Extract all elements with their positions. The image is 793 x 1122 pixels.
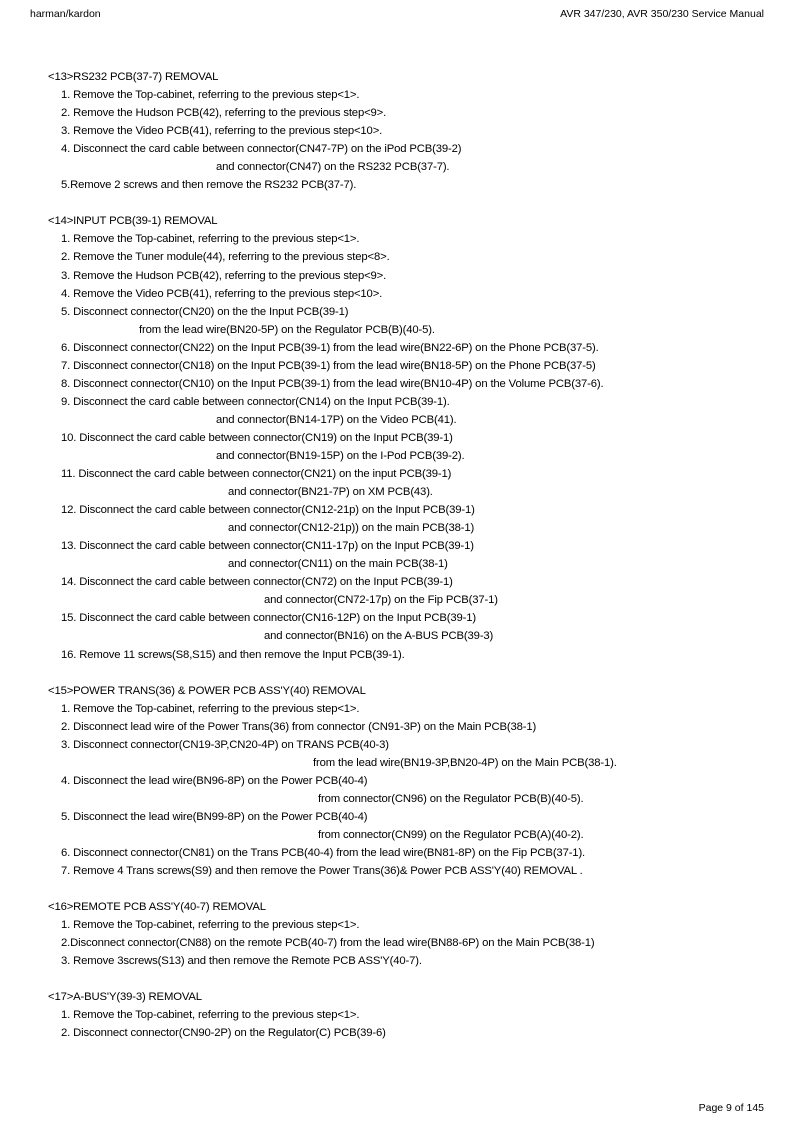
step-continuation: from connector(CN96) on the Regulator PCB(B)(40-5). (318, 792, 584, 805)
step-continuation: from connector(CN99) on the Regulator PCB(A)(40-2). (318, 828, 584, 841)
step-line: 6. Disconnect connector(CN81) on the Trans PCB(40-4) from the lead wire(BN81-8P) on the Fip PCB(37-1). (61, 847, 586, 860)
step-line: 14. Disconnect the card cable between connector(CN72) on the Input PCB(39-1) (61, 576, 453, 589)
step-line: 5. Disconnect the lead wire(BN99-8P) on the Power PCB(40-4) (61, 810, 368, 823)
step-continuation: and connector(CN47) on the RS232 PCB(37-7). (216, 161, 450, 174)
section-13 (0, 68, 793, 194)
section-title: <15>POWER TRANS(36) & POWER PCB ASS'Y(40) REMOVAL (48, 684, 366, 697)
section-title: <14>INPUT PCB(39-1) REMOVAL (48, 215, 218, 228)
step-line: 10. Disconnect the card cable between connector(CN19) on the Input PCB(39-1) (61, 431, 453, 444)
step-continuation: from the lead wire(BN20-5P) on the Regulator PCB(B)(40-5). (139, 323, 435, 336)
step-line: 9. Disconnect the card cable between connector(CN14) on the Input PCB(39-1). (61, 395, 450, 408)
document-body (0, 68, 793, 1043)
step-line: 1. Remove the Top-cabinet, referring to the previous step<1>. (61, 919, 360, 932)
section-title: <17>A-BUS'Y(39-3) REMOVAL (48, 991, 202, 1004)
section-17 (0, 988, 793, 1042)
step-continuation: and connector(CN11) on the main PCB(38-1) (228, 558, 448, 571)
step-continuation: from the lead wire(BN19-3P,BN20-4P) on the Main PCB(38-1). (313, 756, 617, 769)
step-line: 2.Disconnect connector(CN88) on the remote PCB(40-7) from the lead wire(BN88-6P) on the Main PCB(38-1) (61, 937, 595, 950)
step-continuation: and connector(BN19-15P) on the I-Pod PCB(39-2). (216, 449, 465, 462)
step-continuation: and connector(BN21-7P) on XM PCB(43). (228, 486, 433, 499)
header-brand: harman/kardon (30, 8, 101, 20)
step-line: 3. Remove the Video PCB(41), referring to the previous step<10>. (61, 125, 383, 138)
step-continuation: and connector(BN16) on the A-BUS PCB(39-3) (264, 630, 494, 643)
step-line: 6. Disconnect connector(CN22) on the Input PCB(39-1) from the lead wire(BN22-6P) on the Phone PCB(37-5). (61, 341, 599, 354)
step-line: 3. Remove the Hudson PCB(42), referring to the previous step<9>. (61, 269, 387, 282)
step-line: 2. Remove the Tuner module(44), referring to the previous step<8>. (61, 251, 390, 264)
step-line: 4. Remove the Video PCB(41), referring to the previous step<10>. (61, 287, 383, 300)
step-line: 1. Remove the Top-cabinet, referring to the previous step<1>. (61, 233, 360, 246)
step-line: 1. Remove the Top-cabinet, referring to the previous step<1>. (61, 89, 360, 102)
step-line: 2. Disconnect lead wire of the Power Trans(36) from connector (CN91-3P) on the Main PCB(38-1) (61, 720, 537, 733)
step-line: 16. Remove 11 screws(S8,S15) and then remove the Input PCB(39-1). (61, 648, 405, 661)
step-line: 7. Remove 4 Trans screws(S9) and then remove the Power Trans(36)& Power PCB ASS'Y(40) REMOVAL . (61, 865, 583, 878)
step-line: 4. Disconnect the card cable between connector(CN47-7P) on the iPod PCB(39-2) (61, 143, 462, 156)
section-15 (0, 682, 793, 881)
step-line: 5.Remove 2 screws and then remove the RS232 PCB(37-7). (61, 179, 357, 192)
step-line: 7. Disconnect connector(CN18) on the Input PCB(39-1) from the lead wire(BN18-5P) on the Phone PCB(37-5) (61, 359, 596, 372)
step-line: 15. Disconnect the card cable between connector(CN16-12P) on the Input PCB(39-1) (61, 612, 477, 625)
step-continuation: and connector(BN14-17P) on the Video PCB(41). (216, 413, 457, 426)
step-line: 5. Disconnect connector(CN20) on the the Input PCB(39-1) (61, 305, 349, 318)
step-line: 3. Disconnect connector(CN19-3P,CN20-4P) on TRANS PCB(40-3) (61, 738, 389, 751)
step-continuation: and connector(CN12-21p)) on the main PCB(38-1) (228, 522, 475, 535)
step-line: 3. Remove 3screws(S13) and then remove the Remote PCB ASS'Y(40-7). (61, 955, 422, 968)
step-line: 13. Disconnect the card cable between connector(CN11-17p) on the Input PCB(39-1) (61, 540, 474, 553)
step-line: 12. Disconnect the card cable between connector(CN12-21p) on the Input PCB(39-1) (61, 504, 475, 517)
step-line: 4. Disconnect the lead wire(BN96-8P) on the Power PCB(40-4) (61, 774, 368, 787)
step-continuation: and connector(CN72-17p) on the Fip PCB(37-1) (264, 594, 498, 607)
page-number: Page 9 of 145 (698, 1102, 764, 1114)
section-title: <13>RS232 PCB(37-7) REMOVAL (48, 71, 219, 83)
step-line: 1. Remove the Top-cabinet, referring to the previous step<1>. (61, 702, 360, 715)
step-line: 8. Disconnect connector(CN10) on the Input PCB(39-1) from the lead wire(BN10-4P) on the Volume PCB(37-6). (61, 377, 604, 390)
step-line: 2. Disconnect connector(CN90-2P) on the Regulator(C) PCB(39-6) (61, 1027, 386, 1040)
section-14 (0, 212, 793, 663)
section-16 (0, 898, 793, 970)
step-line: 1. Remove the Top-cabinet, referring to the previous step<1>. (61, 1009, 360, 1022)
step-line: 2. Remove the Hudson PCB(42), referring to the previous step<9>. (61, 107, 387, 120)
header-manual-title: AVR 347/230, AVR 350/230 Service Manual (560, 8, 764, 20)
section-title: <16>REMOTE PCB ASS'Y(40-7) REMOVAL (48, 901, 266, 914)
step-line: 11. Disconnect the card cable between connector(CN21) on the input PCB(39-1) (61, 468, 452, 481)
